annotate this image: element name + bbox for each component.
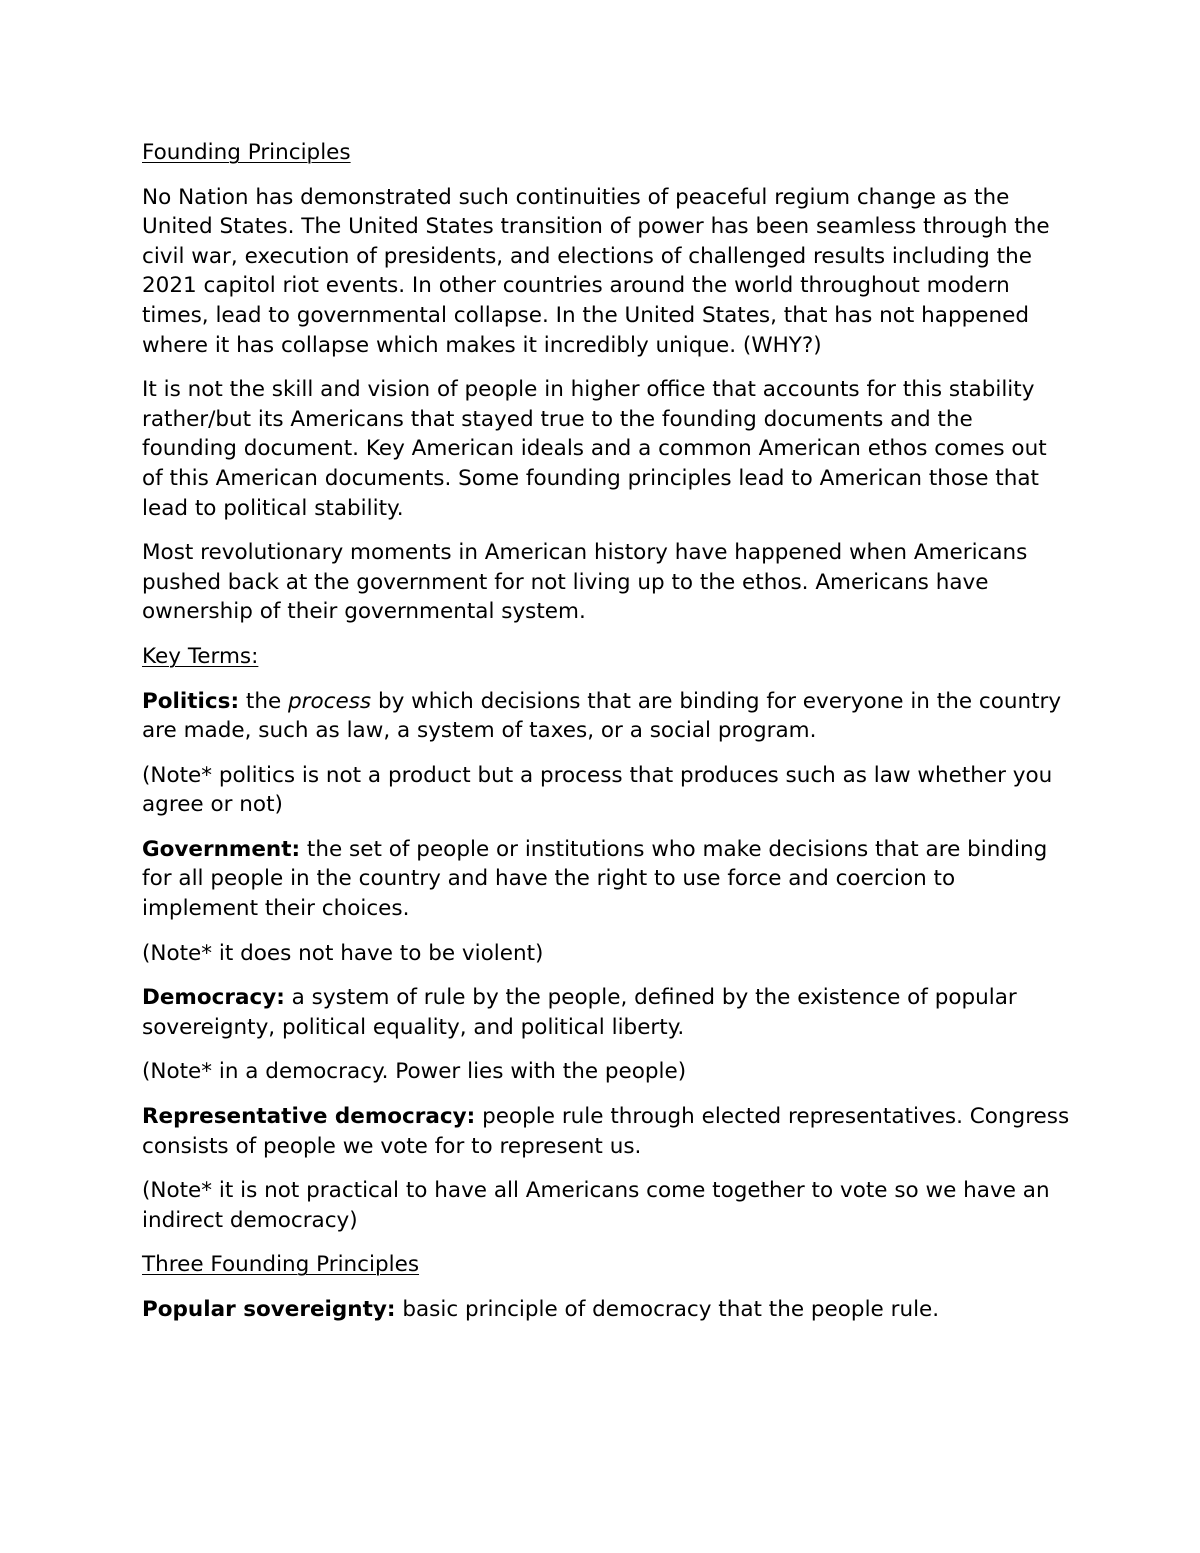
democracy-term: Democracy: xyxy=(142,985,285,1011)
document-page xyxy=(142,138,1072,1340)
government-note: (Note* it does not have to be violent) xyxy=(142,940,544,966)
popular-sovereignty-term: Popular sovereignty: xyxy=(142,1297,396,1322)
intro-paragraph-3: Most revolutionary moments in American history have happened when Americans pushed back at the government for not living up to the ethos. Americans have ownership of their governmental system. xyxy=(142,540,1028,625)
politics-def-emphasis: process xyxy=(288,688,372,714)
key-terms-heading: Key Terms: xyxy=(142,643,259,669)
democracy-note: (Note* in a democracy. Power lies with the people) xyxy=(142,1059,687,1085)
representative-democracy-note: (Note* it is not practical to have all Americans come together to vote so we have an indirect democracy) xyxy=(142,1178,1050,1233)
democracy-def-text: a system of rule by the people, defined by the existence of popular sovereignty, political equality, and political liberty. xyxy=(142,985,1017,1040)
intro-paragraph-2: It is not the skill and vision of people in higher office that accounts for this stability rather/but its Americans that stayed true to the founding documents and the founding document. Key American ideals and a common American ethos comes out of this American documents. Some founding principles lead to American those that lead to political stability. xyxy=(142,377,1047,521)
politics-def-after: by which decisions that are binding for everyone in the country are made, such as law, a system of taxes, or a social program. xyxy=(142,688,1062,744)
popular-sovereignty-definition xyxy=(142,1295,1072,1325)
politics-term: Politics: xyxy=(142,688,240,714)
popular-sovereignty-def-text: basic principle of democracy that the people rule. xyxy=(395,1297,940,1322)
representative-democracy-term: Representative democracy: xyxy=(142,1104,476,1130)
representative-democracy-def-text: people rule through elected representatives. Congress consists of people we vote for to represent us. xyxy=(142,1104,1070,1159)
democracy-definition xyxy=(142,983,1072,1042)
politics-definition xyxy=(142,687,1072,746)
document-title: Founding Principles xyxy=(142,140,351,165)
government-term: Government: xyxy=(142,836,301,862)
government-definition xyxy=(142,835,1072,924)
politics-def-before: the xyxy=(239,688,289,714)
three-principles-heading: Three Founding Principles xyxy=(142,1252,420,1278)
politics-note: (Note* politics is not a product but a process that produces such as law whether you agree or not) xyxy=(142,762,1053,818)
intro-paragraph-1: No Nation has demonstrated such continuities of peaceful regium change as the United States. The United States transition of power has been seamless through the civil war, execution of presidents, and elections of challenged results including the 2021 capitol riot events. In other countries around the world throughout modern times, lead to governmental collapse. In the United States, that has not happened where it has collapse which makes it incredibly unique. (WHY?) xyxy=(142,184,1050,358)
representative-democracy-definition xyxy=(142,1102,1072,1161)
government-def-text: the set of people or institutions who make decisions that are binding for all people in the country and have the right to use force and coercion to implement their choices. xyxy=(142,836,1048,922)
